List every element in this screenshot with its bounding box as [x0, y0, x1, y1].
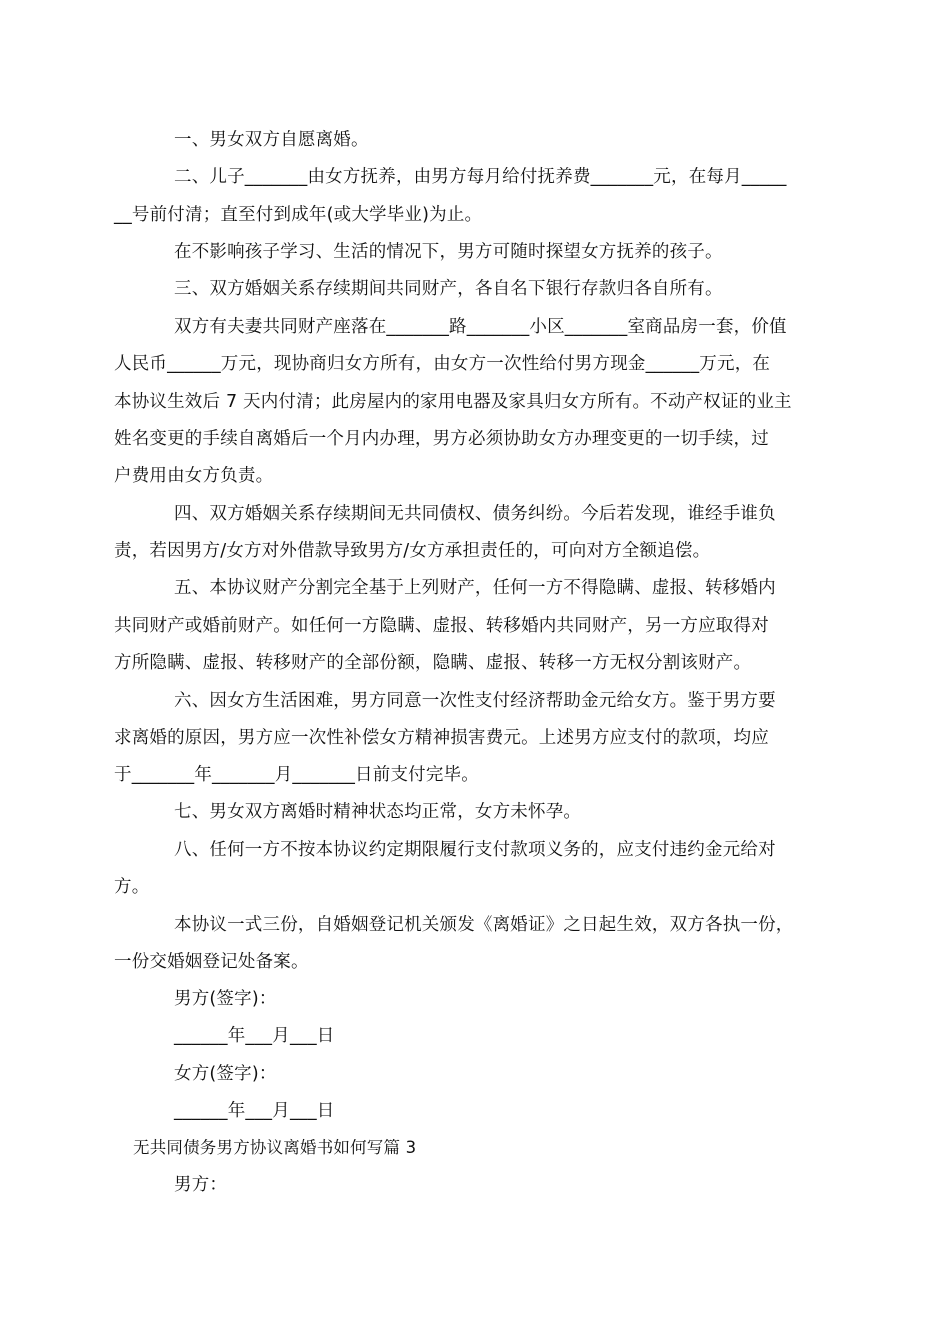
property-line-2: 人民币______万元，现协商归女方所有，由女方一次性给付男方现金______万元，在: [114, 354, 771, 374]
clause-2-line-1: 二、儿子_______由女方抚养，由男方每月给付抚养费_______元，在每月_____: [174, 167, 787, 187]
female-signature-label: 女方(签字)：: [174, 1064, 277, 1084]
clause-6-line-2: 求离婚的原因，男方应一次性补偿女方精神损害费元。上述男方应支付的款项，均应: [114, 728, 769, 748]
clause-4-line-1: 四、双方婚姻关系存续期间无共同债权、债务纠纷。今后若发现，谁经手谁负: [174, 504, 776, 524]
clause-1: 一、男女双方自愿离婚。: [174, 130, 369, 150]
male-party-label: 男方：: [174, 1175, 228, 1195]
clause-5-line-2: 共同财产或婚前财产。如任何一方隐瞒、虚报、转移婚内共同财产，另一方应取得对: [114, 616, 769, 636]
male-signature-label: 男方(签字)：: [174, 989, 277, 1009]
copies-line-2: 一份交婚姻登记处备案。: [114, 952, 309, 972]
section-heading: 无共同债务男方协议离婚书如何写篇 3: [133, 1138, 417, 1157]
property-line-3: 本协议生效后 7 天内付清；此房屋内的家用电器及家具归女方所有。不动产权证的业主: [114, 392, 792, 412]
property-line-4: 姓名变更的手续自离婚后一个月内办理，男方必须协助女方办理变更的一切手续，过: [114, 429, 769, 449]
property-line-5: 户费用由女方负责。: [114, 466, 274, 486]
female-signature-date: ______年___月___日: [174, 1101, 335, 1121]
property-line-1: 双方有夫妻共同财产座落在_______路_______小区_______室商品房一套，价值: [174, 317, 787, 337]
clause-5-line-3: 方所隐瞒、虚报、转移财产的全部份额，隐瞒、虚报、转移一方无权分割该财产。: [114, 653, 752, 673]
male-signature-date: ______年___月___日: [174, 1026, 335, 1046]
clause-6-line-1: 六、因女方生活困难，男方同意一次性支付经济帮助金元给女方。鉴于男方要: [174, 691, 776, 711]
clause-8-line-1: 八、任何一方不按本协议约定期限履行支付款项义务的，应支付违约金元给对: [174, 840, 776, 860]
clause-7: 七、男女双方离婚时精神状态均正常，女方未怀孕。: [174, 802, 582, 822]
copies-line-1: 本协议一式三份，自婚姻登记机关颁发《离婚证》之日起生效，双方各执一份，: [174, 915, 794, 935]
clause-8-line-2: 方。: [114, 877, 150, 897]
clause-5-line-1: 五、本协议财产分割完全基于上列财产，任何一方不得隐瞒、虚报、转移婚内: [174, 578, 776, 598]
clause-2-line-2: __号前付清；直至付到成年(或大学毕业)为止。: [114, 205, 483, 225]
clause-3: 三、双方婚姻关系存续期间共同财产，各自名下银行存款归各自所有。: [174, 279, 723, 299]
visitation-paragraph: 在不影响孩子学习、生活的情况下，男方可随时探望女方抚养的孩子。: [174, 242, 723, 262]
clause-6-line-3: 于_______年_______月_______日前支付完毕。: [114, 765, 479, 785]
clause-4-line-2: 责，若因男方/女方对外借款导致男方/女方承担责任的，可向对方全额追偿。: [114, 541, 711, 561]
